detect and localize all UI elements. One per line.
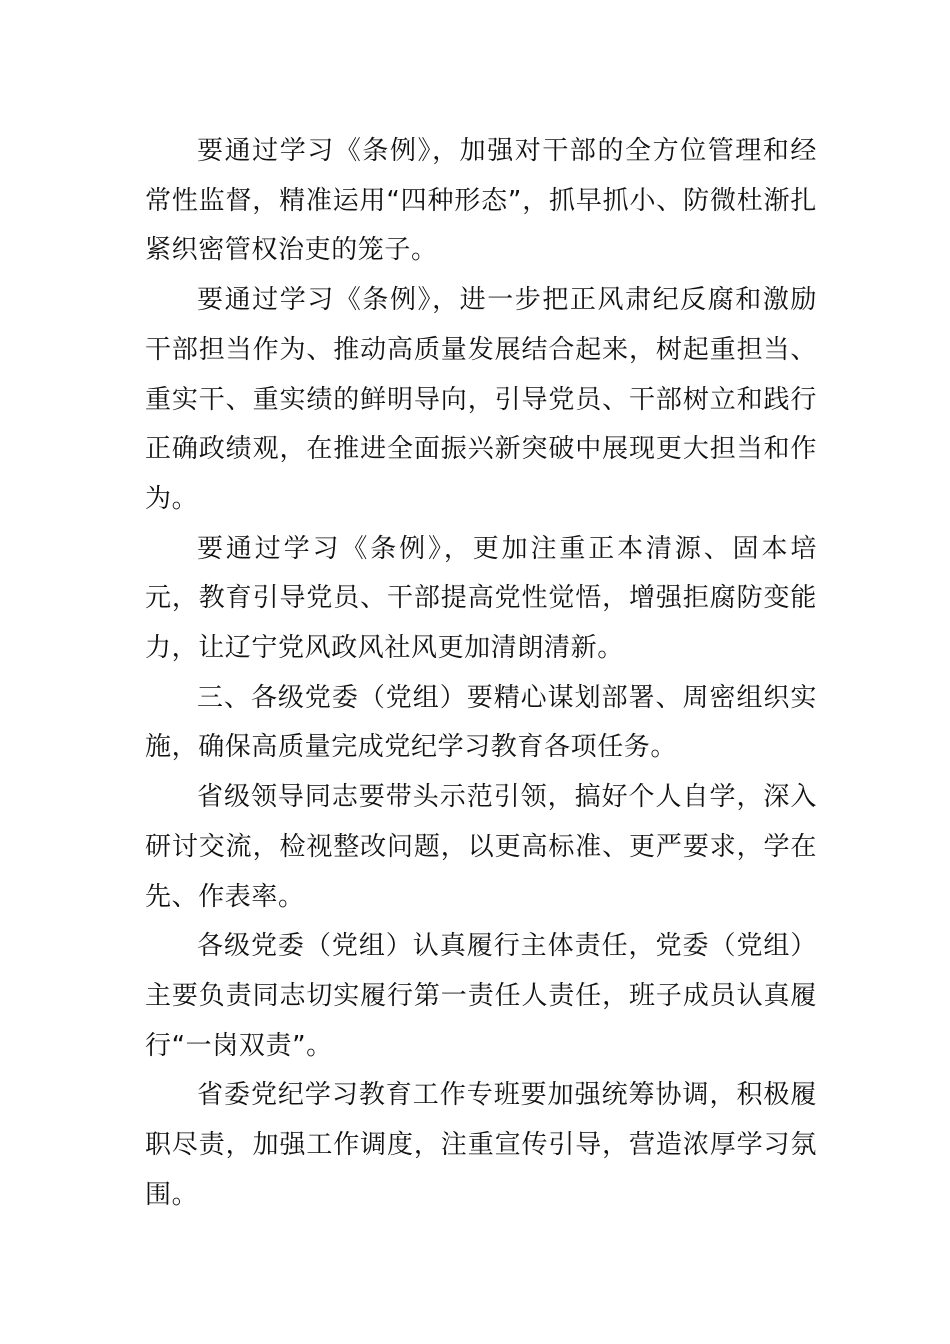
document-body [145, 127, 817, 1220]
section-heading-paragraph: 三、各级党委（党组）要精心谋划部署、周密组织实施，确保高质量完成党纪学习教育各项任务。 [145, 682, 817, 763]
paragraph: 要通过学习《条例》，进一步把正风肃纪反腐和激励干部担当作为、推动高质量发展结合起来，树起重担当、重实干、重实绩的鲜明导向，引导党员、干部树立和践行正确政绩观，在推进全面振兴新突破中展现更大担当和作为。 [145, 285, 817, 514]
paragraph: 各级党委（党组）认真履行主体责任，党委（党组）主要负责同志切实履行第一责任人责任，班子成员认真履行“一岗双责”。 [145, 931, 817, 1061]
paragraph: 省委党纪学习教育工作专班要加强统筹协调，积极履职尽责，加强工作调度，注重宣传引导，营造浓厚学习氛围。 [145, 1080, 817, 1210]
paragraph: 要通过学习《条例》，加强对干部的全方位管理和经常性监督，精准运用“四种形态”，抓早抓小、防微杜渐扎紧织密管权治吏的笼子。 [145, 136, 817, 266]
paragraph: 要通过学习《条例》，更加注重正本清源、固本培元，教育引导党员、干部提高党性觉悟，增强拒腐防变能力，让辽宁党风政风社风更加清朗清新。 [145, 533, 817, 664]
paragraph: 省级领导同志要带头示范引领，搞好个人自学，深入研讨交流，检视整改问题，以更高标准、更严要求，学在先、作表率。 [145, 782, 817, 912]
